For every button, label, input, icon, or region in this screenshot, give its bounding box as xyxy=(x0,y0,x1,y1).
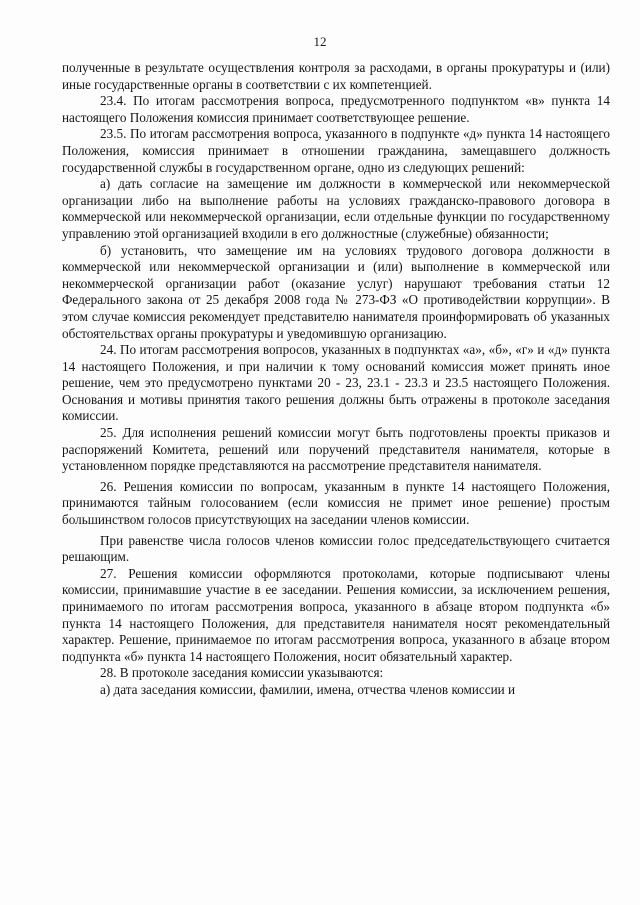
paragraph-23-5-a: а) дать согласие на замещение им должности в коммерческой или некоммерческой организации либо на выполнение работы на условиях гражданско-правового договора в коммерческой или некоммерческой организации, если отдельные функции по государственному управлению этой организацией входили в его должностные (служебные) обязанности; xyxy=(62,176,610,241)
paragraph-27: 27. Решения комиссии оформляются протоколами, которые подписывают члены комиссии, принимавшие участие в ее заседании. Решения комиссии, за исключением решения, принимаемого по итогам рассмотрения вопроса, указанного в абзаце втором подпункта «б» пункта 14 настоящего Положения, для представителя нанимателя носят рекомендательный характер. Решение, принимаемое по итогам рассмотрения вопроса, указанного в абзаце втором подпункта «б» пункта 14 настоящего Положения, носит обязательный характер. xyxy=(62,565,610,664)
paragraph-24: 24. По итогам рассмотрения вопросов, указанных в подпунктах «а», «б», «г» и «д» пункта 14 настоящего Положения, и при наличии к тому оснований комиссия может принять иное решение, чем это предусмотрено пунктами 20 - 23, 23.1 - 23.3 и 23.5 настоящего Положения. Основания и мотивы принятия такого решения должны быть отражены в протоколе заседания комиссии. xyxy=(62,342,610,424)
paragraph-23-5: 23.5. По итогам рассмотрения вопроса, указанного в подпункте «д» пункта 14 настоящего Положения, комиссия принимает в отношении гражданина, замещавшего должность государственной службы в государственном органе, одно из следующих решений: xyxy=(62,126,610,175)
paragraph-25: 25. Для исполнения решений комиссии могут быть подготовлены проекты приказов и распоряжений Комитета, решений или поручений представителя нанимателя, которые в установленном порядке представляются на рассмотрение представителя нанимателя. xyxy=(62,425,610,474)
paragraph-23-5-b: б) установить, что замещение им на условиях трудового договора должности в коммерческой или некоммерческой организации и (или) выполнение в коммерческой или некоммерческой организации работ (оказание услуг) нарушают требования статьи 12 Федерального закона от 25 декабря 2008 года № 273-ФЗ «О противодействии коррупции». В этом случае комиссия рекомендует представителю нанимателя проинформировать об указанных обстоятельствах органы прокуратуры и уведомившую организацию. xyxy=(62,242,610,341)
document-body xyxy=(62,60,610,699)
paragraph-23-4: 23.4. По итогам рассмотрения вопроса, предусмотренного подпунктом «в» пункта 14 настоящего Положения комиссия принимает соответствующее решение. xyxy=(62,93,610,125)
paragraph-26-tie: При равенстве числа голосов членов комиссии голос председательствующего считается решающим. xyxy=(62,532,610,565)
paragraph-28-a: а) дата заседания комиссии, фамилии, имена, отчества членов комиссии и xyxy=(100,681,516,697)
paragraph-continuation: полученные в результате осуществления контроля за расходами, в органы прокуратуры и (или) иные государственные органы в соответствии с их компетенцией. xyxy=(62,60,610,92)
paragraph-26: 26. Решения комиссии по вопросам, указанным в пункте 14 настоящего Положения, принимаются тайным голосованием (если комиссия не примет иное решение) простым большинством голосов присутствующих на заседании членов комиссии. xyxy=(62,478,610,528)
paragraph-28: 28. В протоколе заседания комиссии указываются: xyxy=(100,665,384,681)
page-number: 12 xyxy=(313,34,327,49)
